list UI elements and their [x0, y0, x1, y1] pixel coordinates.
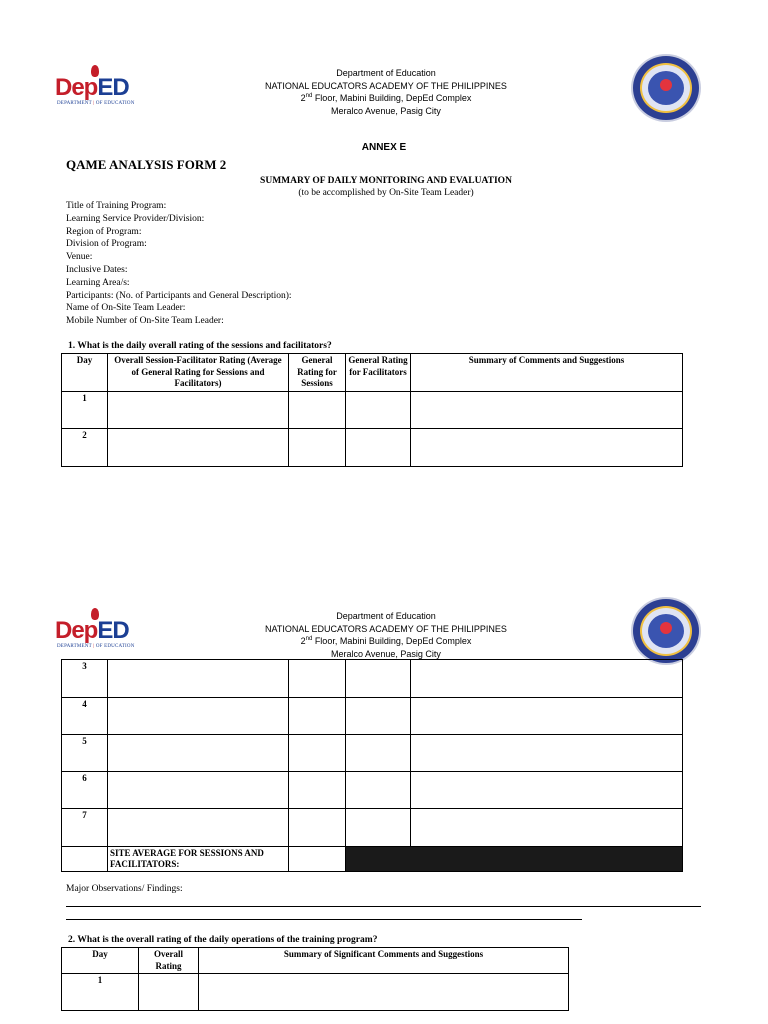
daily-rating-table-part2 [61, 659, 683, 872]
header-academy: NATIONAL EDUCATORS ACADEMY OF THE PHILIPPINES [265, 80, 507, 91]
logo-sub-department: DEPARTMENT [57, 101, 92, 106]
header-day: Day [62, 948, 139, 974]
daily-rating-table-part1 [61, 353, 683, 467]
facilitator-rating-cell[interactable] [346, 391, 411, 428]
site-average-label: SITE AVERAGE FOR SESSIONS AND FACILITATORS: [108, 847, 289, 872]
academy-seal-icon [631, 54, 701, 122]
field-label: Division of Program: [66, 239, 147, 250]
annex-label: ANNEX E [361, 142, 407, 153]
logo-word-dep: Dep [55, 74, 98, 101]
comments-cell[interactable] [411, 660, 683, 698]
session-rating-cell[interactable] [289, 735, 346, 772]
header-address [200, 67, 572, 117]
field-label: Region of Program: [66, 226, 142, 237]
academy-seal-icon [631, 597, 701, 665]
average-blank-cell [62, 847, 108, 872]
site-average-row [62, 847, 683, 872]
deped-logo: DepED DEPARTMENT | OF EDUCATION [55, 70, 135, 112]
table-row [62, 809, 683, 847]
comments-cell[interactable] [411, 428, 683, 466]
logo-sub-education: OF EDUCATION [95, 644, 135, 649]
deped-logo: DepED DEPARTMENT | OF EDUCATION [55, 613, 135, 655]
overall-rating-cell[interactable] [108, 428, 289, 466]
table-row [62, 974, 569, 1011]
field-label: Inclusive Dates: [66, 264, 128, 275]
table-row [62, 391, 683, 428]
header-dept: Department of Education [336, 611, 436, 621]
facilitator-rating-cell[interactable] [346, 809, 411, 847]
header-rating-facilitators: General Rating for Facilitators [346, 354, 411, 392]
facilitator-rating-cell[interactable] [346, 772, 411, 809]
day-cell: 5 [62, 735, 108, 772]
table-row [62, 735, 683, 772]
logo-sub-department: DEPARTMENT [57, 644, 92, 649]
comments-cell[interactable] [411, 772, 683, 809]
header-address [200, 610, 572, 660]
field-label: Name of On-Site Team Leader: [66, 303, 186, 314]
session-rating-cell[interactable] [289, 772, 346, 809]
day-cell: 4 [62, 698, 108, 735]
day-cell: 3 [62, 660, 108, 698]
header-rating-sessions: General Rating for Sessions [289, 354, 346, 392]
table-row [62, 698, 683, 735]
overall-rating-cell[interactable] [108, 809, 289, 847]
header-significant-comments: Summary of Significant Comments and Suggestions [199, 948, 569, 974]
table-row [62, 428, 683, 466]
question-2: 2. What is the overall rating of the daily operations of the training program? [68, 935, 378, 945]
field-label: Mobile Number of On-Site Team Leader: [66, 316, 224, 327]
session-rating-cell[interactable] [289, 660, 346, 698]
form-subnote: (to be accomplished by On-Site Team Leader) [298, 188, 474, 198]
header-day: Day [62, 354, 108, 392]
day-cell: 6 [62, 772, 108, 809]
question-1: 1. What is the daily overall rating of the sessions and facilitators? [68, 341, 332, 351]
session-rating-cell[interactable] [289, 809, 346, 847]
field-label: Title of Training Program: [66, 201, 167, 211]
header-comments: Summary of Comments and Suggestions [411, 354, 683, 392]
day-cell: 1 [62, 391, 108, 428]
facilitator-rating-cell[interactable] [346, 698, 411, 735]
facilitator-rating-cell[interactable] [346, 735, 411, 772]
field-label: Learning Area/s: [66, 277, 130, 288]
answer-line [66, 919, 582, 920]
table-row [62, 660, 683, 698]
header-overall-rating: Overall Session-Facilitator Rating (Average of General Rating for Sessions and Facilitators) [108, 354, 289, 392]
field-label: Venue: [66, 252, 93, 263]
header-city: Meralco Avenue, Pasig City [331, 648, 441, 659]
day-cell: 7 [62, 809, 108, 847]
site-average-value-cell[interactable] [289, 847, 346, 872]
answer-line [66, 906, 701, 907]
header-overall-rating: Overall Rating [139, 948, 199, 974]
operations-rating-table [61, 947, 569, 1011]
header-floor: 2nd Floor, Mabini Building, DepEd Complex [300, 93, 472, 103]
blacked-out-cell [346, 847, 683, 872]
comments-cell[interactable] [411, 735, 683, 772]
table-row [62, 772, 683, 809]
field-label: Learning Service Provider/Division: [66, 213, 205, 224]
form-subtitle: SUMMARY OF DAILY MONITORING AND EVALUATION (to be accomplished by On-Site Team Leader) [200, 175, 572, 199]
comments-cell[interactable] [411, 391, 683, 428]
overall-rating-cell[interactable] [108, 698, 289, 735]
day-cell: 2 [62, 428, 108, 466]
observations-label: Major Observations/ Findings: [66, 884, 183, 894]
page-header-1 [0, 67, 768, 137]
facilitator-rating-cell[interactable] [346, 428, 411, 466]
overall-rating-cell[interactable] [108, 391, 289, 428]
header-city: Meralco Avenue, Pasig City [331, 105, 441, 116]
header-academy: NATIONAL EDUCATORS ACADEMY OF THE PHILIPPINES [265, 623, 507, 634]
session-rating-cell[interactable] [289, 428, 346, 466]
logo-sub-education: OF EDUCATION [95, 101, 135, 106]
overall-rating-cell[interactable] [108, 735, 289, 772]
overall-rating-cell[interactable] [108, 772, 289, 809]
form-title: QAME ANALYSIS FORM 2 [66, 157, 227, 172]
day-cell: 1 [62, 974, 139, 1011]
header-dept: Department of Education [336, 68, 436, 78]
program-fields [66, 200, 292, 328]
comments-cell[interactable] [199, 974, 569, 1011]
logo-word-dep: Dep [55, 617, 98, 644]
overall-rating-cell[interactable] [108, 660, 289, 698]
session-rating-cell[interactable] [289, 698, 346, 735]
overall-rating-cell[interactable] [139, 974, 199, 1011]
logo-word-ed: ED [97, 617, 129, 644]
comments-cell[interactable] [411, 809, 683, 847]
facilitator-rating-cell[interactable] [346, 660, 411, 698]
logo-word-ed: ED [97, 74, 129, 101]
field-label: Participants: (No. of Participants and General Description): [66, 290, 292, 301]
header-floor: 2nd Floor, Mabini Building, DepEd Complex [300, 636, 472, 646]
session-rating-cell[interactable] [289, 391, 346, 428]
comments-cell[interactable] [411, 698, 683, 735]
